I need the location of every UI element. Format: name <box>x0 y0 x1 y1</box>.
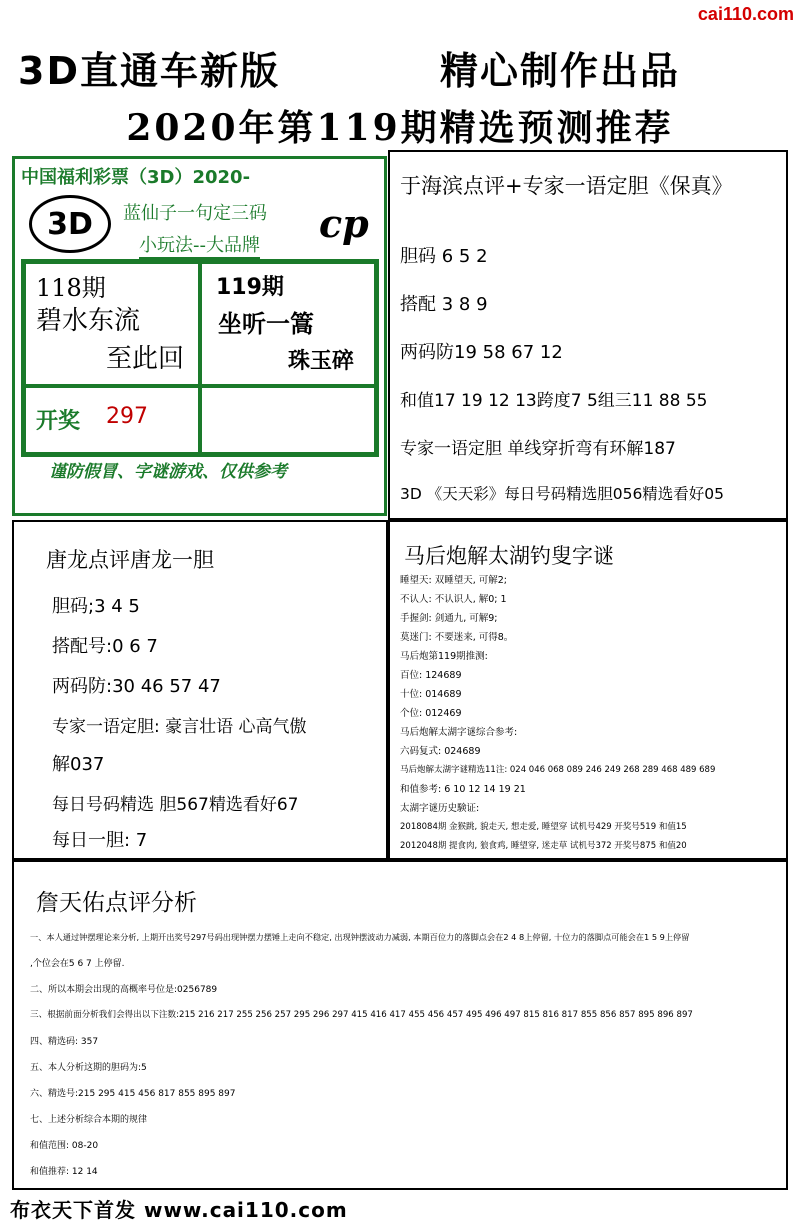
empty-cell <box>200 386 376 454</box>
panel-ma <box>388 520 788 860</box>
panel-ma-title: 马后炮解太湖钓叟字谜 <box>404 544 614 568</box>
ticket-slogan-1: 蓝仙子一句定三码 <box>123 203 267 224</box>
panel-yu-line: 搭配 3 8 9 <box>400 294 488 315</box>
panel-tang-title: 唐龙点评唐龙一胆 <box>46 548 214 572</box>
header-right-title: 精心制作出品 <box>440 49 681 93</box>
ticket-slogan-2: 小玩法--大品牌 <box>139 231 260 259</box>
panel-zhan-line: 七、上述分析综合本期的规律 <box>30 1115 148 1125</box>
panel-zhan-line: 三、根据前面分析我们会得出以下注数:215 216 217 255 256 257 295 296 297 415 416 417 455 456 457 495 496 497 815 816 817 855 856 857 895 896 897 <box>30 1010 693 1020</box>
panel-tang-line: 每日号码精选 胆567精选看好67 <box>52 795 299 815</box>
panel-zhan-line: 四、精选码: 357 <box>30 1037 99 1047</box>
draw-cell <box>24 386 200 454</box>
header-subtitle: 2020年第119期精选预测推荐 <box>126 107 674 149</box>
panel-tang-line: 搭配号:0 6 7 <box>52 636 158 657</box>
panel-ma-line: 和值参考: 6 10 12 14 19 21 <box>400 784 526 795</box>
panel-zhan-line: 一、本人通过钟摆理论来分析, 上期开出奖号297号码出现钟摆力摆锤上走向不稳定, 出现钟摆波动力减弱, 本期百位力的落脚点会在2 4 8上停留, 十位力的落脚点可能会在1 5 9上停留 <box>30 932 690 942</box>
panel-zhan-line: 六、精选号:215 295 415 456 817 855 895 897 <box>30 1089 236 1099</box>
panel-ma-line: 马后炮解太湖字谜精选11注: 024 046 068 089 246 249 268 289 468 489 689 <box>400 765 716 775</box>
panel-ma-line: 睡望天: 双睡望天, 可解2; <box>400 575 508 586</box>
panel-tang-line: 两码防:30 46 57 47 <box>52 676 221 697</box>
header-left-title: 3D直通车新版 <box>18 49 280 93</box>
panel-ma-line: 个位: 012469 <box>400 708 462 719</box>
panel-ma-line: 十位: 014689 <box>400 689 462 700</box>
panel-ma-line: 不认人: 不认识人, 解0; 1 <box>400 594 507 605</box>
panel-yu-title: 于海滨点评+专家一语定胆《保真》 <box>400 174 733 198</box>
panel-yu-line: 专家一语定胆 单线穿折弯有环解187 <box>400 439 676 459</box>
panel-yu-line: 和值17 19 12 13跨度7 5组三11 88 55 <box>400 391 708 411</box>
curr-issue-cell <box>200 262 376 386</box>
panel-ma-line: 六码复式: 024689 <box>400 746 481 757</box>
panel-ma-line: 百位: 124689 <box>400 670 462 681</box>
panel-tang-line: 胆码;3 4 5 <box>52 596 140 617</box>
panel-ma-line: 太湖字谜历史験证: <box>400 803 480 814</box>
panel-zhan-line: 五、本人分析这期的胆码为:5 <box>30 1063 147 1073</box>
curr-riddle-line2: 珠玉碎 <box>288 349 355 374</box>
panel-zhan-title: 詹天佑点评分析 <box>36 890 197 916</box>
panel-tang <box>12 520 388 860</box>
ticket-footer: 谨防假冒、字谜游戏、仅供参考 <box>49 462 287 482</box>
panel-tang-line: 专家一语定胆: 豪言壮语 心高气傲 <box>52 717 307 737</box>
panel-yu-line: 两码防19 58 67 12 <box>400 342 563 363</box>
lottery-ticket <box>12 156 387 516</box>
panel-tang-line: 每日一胆: 7 <box>52 830 148 851</box>
3d-logo-icon: 3D <box>29 195 111 253</box>
panel-ma-line: 2012048期 提食肉, 狼食鸡, 睡望穿, 迷走草 试机号372 开奖号875 和值20 <box>400 841 687 851</box>
ticket-grid <box>21 259 379 457</box>
site-watermark: cai110.com <box>697 4 794 24</box>
panel-ma-line: 马后炮第119期推测: <box>400 651 488 662</box>
panel-ma-line: 莫迷门: 不要迷来, 可得8。 <box>400 632 514 643</box>
panel-yu <box>388 150 788 520</box>
curr-riddle-line1: 坐听一篙 <box>218 310 314 338</box>
prev-issue: 118期 <box>36 274 106 302</box>
panel-yu-line: 胆码 6 5 2 <box>400 246 488 267</box>
panel-zhan-line: ,个位会在5 6 7 上停留. <box>30 959 125 969</box>
draw-value: 297 <box>106 404 148 429</box>
panel-zhan-line: 二、所以本期会出现的高概率号位是:0256789 <box>30 985 218 995</box>
ticket-header: 中国福利彩票（3D）2020- <box>21 167 251 188</box>
panel-zhan-line: 和值推荐: 12 14 <box>30 1167 98 1177</box>
prev-poem-line1: 碧水东流 <box>36 306 141 336</box>
curr-issue: 119期 <box>216 275 284 300</box>
panel-zhan <box>12 860 788 1190</box>
prev-issue-cell <box>24 262 200 386</box>
panel-ma-line: 2018084期 金猴跳, 貌走天, 想走爱, 睡望穿 试机号429 开奖号519 和值15 <box>400 822 687 832</box>
panel-zhan-line: 和值范围: 08-20 <box>30 1141 99 1151</box>
panel-yu-line: 3D 《天天彩》每日号码精选胆056精选看好05 <box>400 485 725 503</box>
panel-tang-line: 解037 <box>52 754 105 775</box>
panel-ma-line: 手握剑: 剑通九, 可解9; <box>400 613 498 624</box>
panel-ma-line: 马后炮解太湖字谜综合参考: <box>400 727 518 738</box>
cp-logo-icon: cp <box>319 201 369 246</box>
draw-label: 开奖 <box>36 409 81 434</box>
footer-text: 布衣天下首发 www.cai110.com <box>10 1198 348 1222</box>
prev-poem-line2: 至此回 <box>106 344 185 374</box>
